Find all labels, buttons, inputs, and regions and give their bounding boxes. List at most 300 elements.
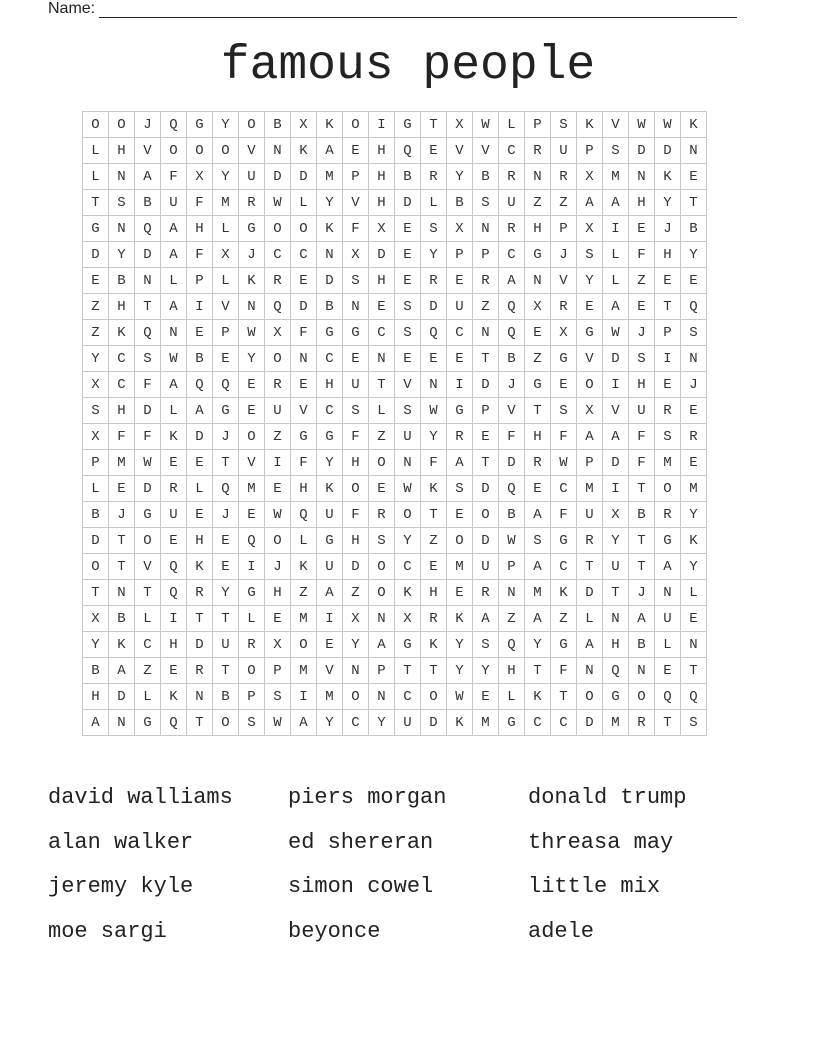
grid-row xyxy=(83,658,707,684)
grid-cell: Y xyxy=(369,710,395,736)
grid-cell: O xyxy=(83,554,109,580)
grid-cell: X xyxy=(83,606,109,632)
grid-cell: E xyxy=(395,216,421,242)
grid-cell: E xyxy=(187,502,213,528)
grid-cell: E xyxy=(421,346,447,372)
grid-cell: V xyxy=(239,138,265,164)
grid-cell: F xyxy=(291,450,317,476)
grid-cell: Z xyxy=(369,424,395,450)
grid-cell: O xyxy=(343,112,369,138)
grid-cell: Q xyxy=(265,294,291,320)
grid-cell: H xyxy=(161,632,187,658)
grid-cell: E xyxy=(317,632,343,658)
word-list-item: alan walker xyxy=(48,829,194,855)
grid-cell: W xyxy=(421,398,447,424)
grid-cell: V xyxy=(447,138,473,164)
grid-cell: U xyxy=(317,554,343,580)
grid-cell: U xyxy=(629,398,655,424)
grid-cell: U xyxy=(551,138,577,164)
grid-cell: C xyxy=(291,242,317,268)
puzzle-title: famous people xyxy=(220,39,596,93)
grid-cell: R xyxy=(525,138,551,164)
grid-cell: N xyxy=(577,658,603,684)
grid-cell: K xyxy=(395,580,421,606)
grid-cell: E xyxy=(343,138,369,164)
grid-cell: Y xyxy=(213,164,239,190)
word-list-item: david walliams xyxy=(48,785,233,810)
grid-cell: T xyxy=(473,450,499,476)
grid-cell: K xyxy=(317,216,343,242)
grid-cell: P xyxy=(655,320,681,346)
grid-cell: C xyxy=(551,710,577,736)
grid-cell: A xyxy=(161,216,187,242)
grid-cell: P xyxy=(213,320,239,346)
grid-cell: A xyxy=(603,294,629,320)
grid-cell: P xyxy=(577,138,603,164)
grid-cell: T xyxy=(577,554,603,580)
grid-cell: I xyxy=(369,112,395,138)
grid-cell: H xyxy=(525,216,551,242)
grid-row xyxy=(83,684,707,710)
grid-cell: O xyxy=(395,502,421,528)
grid-cell: E xyxy=(551,372,577,398)
grid-cell: L xyxy=(681,580,707,606)
grid-cell: T xyxy=(213,606,239,632)
grid-cell: E xyxy=(447,502,473,528)
grid-cell: F xyxy=(187,190,213,216)
grid-cell: J xyxy=(213,424,239,450)
name-field xyxy=(48,0,737,18)
grid-cell: A xyxy=(629,606,655,632)
grid-cell: P xyxy=(265,658,291,684)
grid-cell: D xyxy=(317,268,343,294)
grid-cell: T xyxy=(213,658,239,684)
grid-cell: S xyxy=(525,528,551,554)
grid-cell: X xyxy=(343,606,369,632)
grid-cell: X xyxy=(291,112,317,138)
grid-cell: D xyxy=(135,242,161,268)
grid-cell: H xyxy=(369,190,395,216)
grid-cell: X xyxy=(551,320,577,346)
grid-cell: Z xyxy=(343,580,369,606)
grid-cell: U xyxy=(265,398,291,424)
grid-cell: J xyxy=(239,242,265,268)
grid-cell: P xyxy=(473,398,499,424)
grid-cell: K xyxy=(161,424,187,450)
grid-cell: Y xyxy=(681,502,707,528)
grid-cell: Y xyxy=(343,632,369,658)
grid-cell: N xyxy=(135,268,161,294)
grid-cell: M xyxy=(109,450,135,476)
grid-cell: Y xyxy=(421,242,447,268)
grid-cell: M xyxy=(577,476,603,502)
grid-cell: D xyxy=(421,710,447,736)
word-list-item: moe sargi xyxy=(48,918,167,944)
grid-cell: D xyxy=(187,424,213,450)
grid-cell: X xyxy=(83,424,109,450)
grid-cell: A xyxy=(577,632,603,658)
grid-cell: C xyxy=(395,684,421,710)
grid-cell: S xyxy=(681,710,707,736)
grid-cell: T xyxy=(109,554,135,580)
grid-cell: S xyxy=(109,190,135,216)
grid-cell: S xyxy=(135,346,161,372)
grid-cell: R xyxy=(525,450,551,476)
grid-cell: N xyxy=(525,164,551,190)
grid-row xyxy=(83,294,707,320)
grid-cell: E xyxy=(421,138,447,164)
grid-cell: S xyxy=(395,294,421,320)
grid-cell: L xyxy=(603,268,629,294)
grid-cell: T xyxy=(629,528,655,554)
grid-cell: D xyxy=(135,398,161,424)
grid-cell: O xyxy=(369,450,395,476)
grid-row xyxy=(83,346,707,372)
grid-cell: M xyxy=(291,606,317,632)
grid-cell: Q xyxy=(655,684,681,710)
grid-cell: G xyxy=(187,112,213,138)
grid-cell: E xyxy=(655,372,681,398)
grid-cell: P xyxy=(447,242,473,268)
grid-cell: D xyxy=(603,346,629,372)
grid-cell: L xyxy=(499,112,525,138)
grid-cell: A xyxy=(525,554,551,580)
grid-cell: T xyxy=(629,554,655,580)
grid-cell: R xyxy=(499,216,525,242)
grid-cell: G xyxy=(83,216,109,242)
grid-row xyxy=(83,606,707,632)
grid-cell: H xyxy=(83,684,109,710)
grid-cell: K xyxy=(317,112,343,138)
grid-cell: N xyxy=(109,580,135,606)
grid-cell: H xyxy=(187,216,213,242)
grid-cell: B xyxy=(187,346,213,372)
grid-cell: N xyxy=(369,346,395,372)
grid-cell: N xyxy=(109,710,135,736)
grid-cell: T xyxy=(655,710,681,736)
grid-cell: C xyxy=(317,398,343,424)
grid-cell: U xyxy=(499,190,525,216)
grid-cell: B xyxy=(629,632,655,658)
grid-row xyxy=(83,320,707,346)
grid-cell: T xyxy=(525,398,551,424)
word-list-item: donald trump xyxy=(528,785,687,810)
grid-cell: M xyxy=(473,710,499,736)
grid-cell: N xyxy=(473,320,499,346)
grid-cell: S xyxy=(239,710,265,736)
grid-cell: Z xyxy=(525,190,551,216)
grid-row xyxy=(83,450,707,476)
grid-cell: P xyxy=(525,112,551,138)
grid-cell: K xyxy=(239,268,265,294)
grid-cell: W xyxy=(473,112,499,138)
grid-cell: B xyxy=(681,216,707,242)
grid-cell: G xyxy=(135,502,161,528)
grid-cell: I xyxy=(317,606,343,632)
grid-cell: I xyxy=(447,372,473,398)
grid-row xyxy=(83,398,707,424)
grid-cell: Q xyxy=(291,502,317,528)
grid-cell: P xyxy=(83,450,109,476)
word-list-item: adele xyxy=(528,918,595,944)
grid-cell: U xyxy=(395,424,421,450)
grid-cell: E xyxy=(681,268,707,294)
grid-cell: V xyxy=(291,398,317,424)
grid-cell: T xyxy=(421,112,447,138)
grid-cell: B xyxy=(83,502,109,528)
grid-cell: X xyxy=(577,398,603,424)
grid-cell: H xyxy=(525,424,551,450)
grid-cell: T xyxy=(655,294,681,320)
grid-cell: A xyxy=(603,424,629,450)
grid-cell: N xyxy=(109,216,135,242)
grid-cell: D xyxy=(499,450,525,476)
grid-cell: A xyxy=(83,710,109,736)
grid-cell: G xyxy=(551,528,577,554)
grid-cell: M xyxy=(317,164,343,190)
grid-cell: T xyxy=(421,502,447,528)
grid-cell: R xyxy=(239,632,265,658)
grid-cell: C xyxy=(499,242,525,268)
grid-cell: P xyxy=(369,658,395,684)
grid-cell: J xyxy=(629,580,655,606)
grid-cell: P xyxy=(473,242,499,268)
grid-cell: Q xyxy=(135,216,161,242)
grid-cell: Q xyxy=(135,320,161,346)
grid-cell: Y xyxy=(213,580,239,606)
grid-cell: U xyxy=(473,554,499,580)
grid-cell: B xyxy=(213,684,239,710)
grid-cell: O xyxy=(135,528,161,554)
grid-cell: A xyxy=(655,554,681,580)
grid-cell: P xyxy=(499,554,525,580)
grid-cell: Z xyxy=(551,606,577,632)
grid-cell: Y xyxy=(317,710,343,736)
grid-cell: D xyxy=(291,164,317,190)
grid-cell: Y xyxy=(655,190,681,216)
grid-cell: R xyxy=(369,502,395,528)
grid-cell: T xyxy=(213,450,239,476)
grid-cell: Y xyxy=(83,632,109,658)
grid-cell: Z xyxy=(421,528,447,554)
grid-cell: Y xyxy=(603,528,629,554)
grid-cell: N xyxy=(161,320,187,346)
grid-cell: L xyxy=(187,476,213,502)
grid-cell: R xyxy=(629,710,655,736)
grid-cell: O xyxy=(577,684,603,710)
grid-row xyxy=(83,476,707,502)
grid-cell: A xyxy=(291,710,317,736)
grid-cell: F xyxy=(421,450,447,476)
grid-cell: O xyxy=(291,216,317,242)
grid-cell: Z xyxy=(135,658,161,684)
grid-cell: Y xyxy=(317,190,343,216)
grid-cell: Q xyxy=(213,372,239,398)
grid-cell: B xyxy=(395,164,421,190)
grid-cell: V xyxy=(135,554,161,580)
grid-cell: E xyxy=(629,216,655,242)
grid-cell: Y xyxy=(525,632,551,658)
grid-cell: L xyxy=(135,606,161,632)
grid-cell: E xyxy=(161,528,187,554)
grid-cell: V xyxy=(395,372,421,398)
grid-row xyxy=(83,502,707,528)
grid-cell: E xyxy=(213,346,239,372)
grid-cell: F xyxy=(551,502,577,528)
grid-cell: K xyxy=(577,112,603,138)
grid-cell: D xyxy=(291,294,317,320)
grid-cell: E xyxy=(83,268,109,294)
grid-cell: K xyxy=(655,164,681,190)
grid-cell: O xyxy=(473,502,499,528)
grid-cell: S xyxy=(395,320,421,346)
grid-cell: Q xyxy=(421,320,447,346)
grid-cell: A xyxy=(369,632,395,658)
grid-cell: A xyxy=(473,606,499,632)
grid-cell: X xyxy=(395,606,421,632)
grid-cell: O xyxy=(343,476,369,502)
grid-cell: X xyxy=(187,164,213,190)
grid-cell: E xyxy=(265,476,291,502)
grid-cell: R xyxy=(421,164,447,190)
grid-cell: W xyxy=(629,112,655,138)
grid-cell: V xyxy=(499,398,525,424)
grid-cell: O xyxy=(369,580,395,606)
grid-cell: Z xyxy=(551,190,577,216)
grid-cell: J xyxy=(109,502,135,528)
grid-cell: M xyxy=(317,684,343,710)
grid-cell: R xyxy=(473,580,499,606)
grid-cell: V xyxy=(135,138,161,164)
grid-cell: F xyxy=(109,424,135,450)
grid-cell: O xyxy=(369,554,395,580)
grid-cell: J xyxy=(681,372,707,398)
grid-cell: L xyxy=(213,216,239,242)
grid-cell: O xyxy=(265,216,291,242)
grid-cell: N xyxy=(369,684,395,710)
grid-cell: R xyxy=(499,164,525,190)
grid-cell: F xyxy=(551,658,577,684)
grid-cell: W xyxy=(655,112,681,138)
grid-cell: U xyxy=(161,502,187,528)
word-list xyxy=(48,778,768,956)
grid-cell: Q xyxy=(161,554,187,580)
grid-cell: X xyxy=(343,242,369,268)
grid-cell: N xyxy=(655,580,681,606)
grid-cell: Z xyxy=(83,294,109,320)
grid-cell: T xyxy=(187,606,213,632)
grid-cell: L xyxy=(369,398,395,424)
grid-cell: K xyxy=(551,580,577,606)
grid-cell: T xyxy=(603,580,629,606)
grid-cell: D xyxy=(473,372,499,398)
grid-cell: T xyxy=(421,658,447,684)
grid-cell: V xyxy=(239,450,265,476)
grid-cell: G xyxy=(395,112,421,138)
grid-cell: V xyxy=(343,190,369,216)
grid-cell: W xyxy=(161,346,187,372)
grid-cell: N xyxy=(421,372,447,398)
grid-cell: V xyxy=(473,138,499,164)
grid-cell: E xyxy=(161,450,187,476)
grid-cell: C xyxy=(447,320,473,346)
grid-cell: W xyxy=(551,450,577,476)
grid-cell: S xyxy=(83,398,109,424)
grid-cell: A xyxy=(603,190,629,216)
grid-cell: T xyxy=(369,372,395,398)
grid-cell: V xyxy=(213,294,239,320)
grid-cell: B xyxy=(473,164,499,190)
grid-cell: A xyxy=(317,580,343,606)
grid-cell: T xyxy=(551,684,577,710)
grid-cell: O xyxy=(265,346,291,372)
grid-cell: H xyxy=(109,398,135,424)
grid-cell: O xyxy=(447,528,473,554)
grid-cell: N xyxy=(369,606,395,632)
grid-cell: N xyxy=(109,164,135,190)
grid-cell: D xyxy=(655,138,681,164)
grid-cell: D xyxy=(109,684,135,710)
word-list-item: piers morgan xyxy=(288,785,447,810)
grid-cell: W xyxy=(265,710,291,736)
grid-row xyxy=(83,632,707,658)
grid-cell: D xyxy=(577,580,603,606)
grid-cell: L xyxy=(421,190,447,216)
grid-cell: M xyxy=(681,476,707,502)
grid-cell: M xyxy=(603,164,629,190)
grid-cell: A xyxy=(187,398,213,424)
grid-cell: O xyxy=(213,710,239,736)
grid-cell: D xyxy=(265,164,291,190)
grid-cell: V xyxy=(551,268,577,294)
grid-cell: O xyxy=(109,112,135,138)
grid-cell: L xyxy=(161,398,187,424)
grid-cell: Y xyxy=(447,632,473,658)
grid-cell: F xyxy=(499,424,525,450)
grid-cell: D xyxy=(603,450,629,476)
grid-cell: H xyxy=(369,268,395,294)
grid-row xyxy=(83,216,707,242)
grid-cell: Y xyxy=(681,242,707,268)
grid-cell: U xyxy=(213,632,239,658)
grid-cell: B xyxy=(499,346,525,372)
grid-cell: C xyxy=(369,320,395,346)
grid-cell: M xyxy=(239,476,265,502)
grid-cell: E xyxy=(629,294,655,320)
grid-cell: U xyxy=(317,502,343,528)
grid-cell: U xyxy=(395,710,421,736)
grid-cell: K xyxy=(421,632,447,658)
word-list-item: beyonce xyxy=(288,918,381,944)
grid-cell: E xyxy=(109,476,135,502)
grid-cell: T xyxy=(525,658,551,684)
grid-cell: W xyxy=(447,684,473,710)
grid-cell: T xyxy=(135,580,161,606)
grid-cell: S xyxy=(265,684,291,710)
grid-cell: E xyxy=(655,658,681,684)
grid-cell: K xyxy=(447,606,473,632)
grid-cell: G xyxy=(603,684,629,710)
grid-cell: P xyxy=(551,216,577,242)
grid-cell: T xyxy=(681,190,707,216)
grid-cell: G xyxy=(551,346,577,372)
grid-cell: E xyxy=(187,450,213,476)
grid-cell: L xyxy=(135,684,161,710)
grid-cell: U xyxy=(655,606,681,632)
grid-cell: Z xyxy=(525,346,551,372)
grid-cell: B xyxy=(135,190,161,216)
grid-cell: B xyxy=(109,606,135,632)
